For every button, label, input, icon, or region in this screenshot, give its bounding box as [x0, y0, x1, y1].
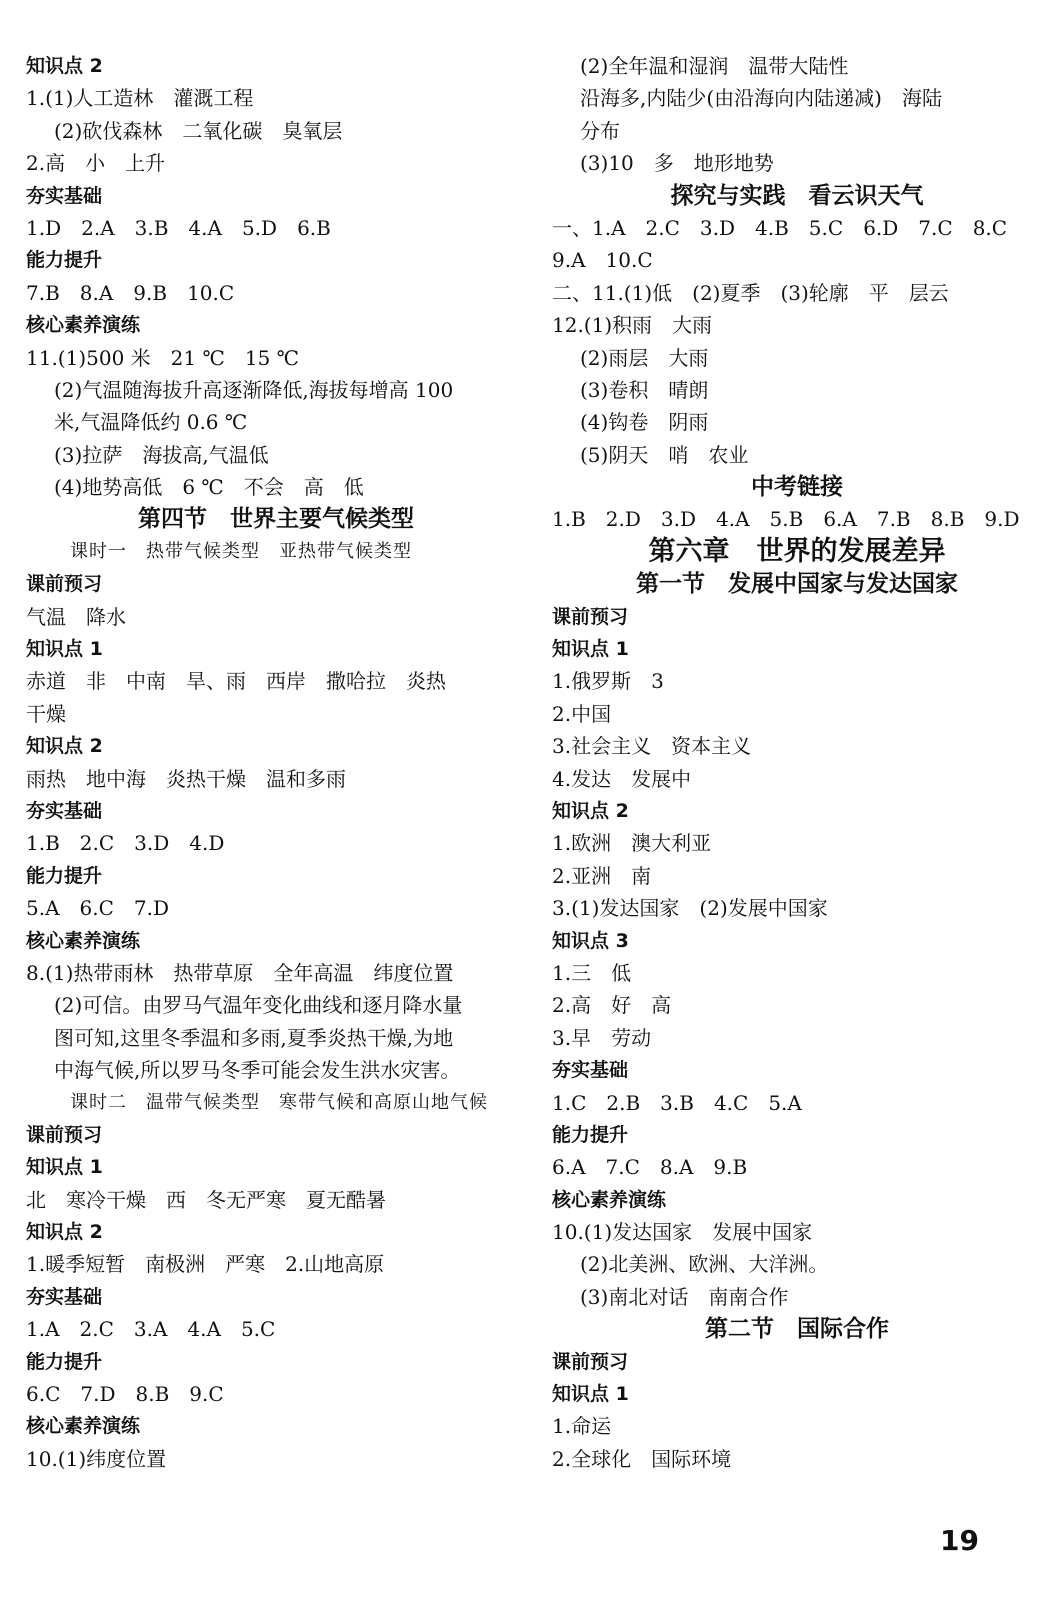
answer-line: 3.早 劳动 — [552, 1025, 652, 1050]
section-heading: 能力提升 — [26, 864, 103, 887]
answer-line: 8.(1)热带雨林 热带草原 全年高温 纬度位置 — [26, 960, 454, 985]
section-title: 探究与实践 看云识天气 — [670, 182, 924, 209]
answer-line: 米,气温降低约 0.6 ℃ — [54, 410, 248, 435]
section-title: 第一节 发展中国家与发达国家 — [636, 571, 958, 598]
answer-line: 沿海多,内陆少(由沿海向内陆递减) 海陆 — [580, 86, 942, 111]
section-heading: 夯实基础 — [552, 1059, 629, 1082]
section-heading: 知识点 2 — [26, 735, 103, 758]
section-heading: 能力提升 — [26, 249, 103, 272]
answer-line: 1.欧洲 澳大利亚 — [552, 831, 712, 856]
answer-line: (3)卷积 晴朗 — [580, 377, 709, 402]
answer-line: 2.中国 — [552, 701, 612, 726]
answer-line: 1.C 2.B 3.B 4.C 5.A — [552, 1090, 802, 1115]
right-column — [552, 50, 1042, 1475]
answer-line: (2)气温随海拔升高逐渐降低,海拔每增高 100 — [54, 377, 454, 402]
answer-line: (2)可信。由罗马气温年变化曲线和逐月降水量 — [54, 993, 463, 1018]
lesson-title: 课时一 热带气候类型 亚热带气候类型 — [70, 540, 412, 562]
answer-line: 2.全球化 国际环境 — [552, 1446, 732, 1471]
section-heading: 课前预习 — [552, 1350, 629, 1373]
answer-line: (3)10 多 地形地势 — [580, 151, 774, 176]
answer-line: 1.B 2.D 3.D 4.A 5.B 6.A 7.B 8.B 9.D — [552, 507, 1020, 532]
answer-line: 北 寒冷干燥 西 冬无严寒 夏无酷暑 — [26, 1187, 386, 1212]
section-heading: 课前预习 — [26, 1123, 103, 1146]
answer-line: 雨热 地中海 炎热干燥 温和多雨 — [26, 766, 346, 791]
chapter-title: 第六章 世界的发展差异 — [648, 535, 946, 567]
answer-line: (2)砍伐森林 二氧化碳 臭氧层 — [54, 118, 343, 143]
answer-line: 2.高 小 上升 — [26, 151, 166, 176]
section-heading: 知识点 2 — [26, 55, 103, 77]
section-heading: 知识点 3 — [552, 929, 629, 952]
answer-line: 1.命运 — [552, 1414, 612, 1439]
answer-line: (5)阴天 哨 农业 — [580, 442, 749, 467]
answer-line: 1.B 2.C 3.D 4.D — [26, 831, 225, 856]
answer-line: 3.社会主义 资本主义 — [552, 734, 752, 759]
section-heading: 知识点 2 — [552, 799, 629, 822]
answer-line: 赤道 非 中南 旱、雨 西岸 撒哈拉 炎热 — [26, 669, 446, 694]
answer-line: (3)拉萨 海拔高,气温低 — [54, 442, 269, 467]
answer-line: 1.俄罗斯 3 — [552, 669, 664, 694]
answer-line: (4)钩卷 阴雨 — [580, 410, 709, 435]
answer-line: 二、11.(1)低 (2)夏季 (3)轮廓 平 层云 — [552, 280, 949, 305]
section-title: 中考链接 — [751, 474, 843, 501]
answer-line: 中海气候,所以罗马冬季可能会发生洪水灾害。 — [54, 1058, 461, 1083]
section-heading: 夯实基础 — [26, 184, 103, 207]
answer-line: (3)南北对话 南南合作 — [580, 1284, 789, 1309]
answer-line: 11.(1)500 米 21 ℃ 15 ℃ — [26, 345, 300, 370]
answer-line: 气温 降水 — [26, 604, 126, 629]
section-heading: 能力提升 — [552, 1123, 629, 1146]
answer-line: 10.(1)发达国家 发展中国家 — [552, 1220, 813, 1245]
section-heading: 夯实基础 — [26, 1285, 103, 1308]
section-heading: 课前预习 — [26, 573, 103, 596]
page-number: 19 — [940, 1524, 979, 1557]
lesson-title: 课时二 温带气候类型 寒带气候和高原山地气候 — [70, 1091, 488, 1113]
answer-line: 2.亚洲 南 — [552, 863, 652, 888]
section-heading: 知识点 2 — [26, 1221, 103, 1244]
section-heading: 知识点 1 — [552, 1383, 629, 1406]
answer-line: 图可知,这里冬季温和多雨,夏季炎热干燥,为地 — [54, 1025, 454, 1050]
answer-line: 10.(1)纬度位置 — [26, 1446, 167, 1471]
answer-line: 2.高 好 高 — [552, 993, 672, 1018]
section-heading: 知识点 1 — [26, 1156, 103, 1179]
section-heading: 知识点 1 — [26, 638, 103, 661]
answer-line: 6.A 7.C 8.A 9.B — [552, 1155, 748, 1180]
section-heading: 课前预习 — [552, 605, 629, 628]
answer-line: 1.暖季短暂 南极洲 严寒 2.山地高原 — [26, 1252, 385, 1277]
left-column — [26, 50, 526, 1475]
answer-line: (2)全年温和湿润 温带大陆性 — [580, 54, 849, 78]
answer-line: 5.A 6.C 7.D — [26, 896, 170, 921]
answer-line: 3.(1)发达国家 (2)发展中国家 — [552, 896, 828, 921]
section-heading: 能力提升 — [26, 1350, 103, 1373]
section-title: 第四节 世界主要气候类型 — [138, 506, 414, 533]
section-heading: 夯实基础 — [26, 799, 103, 822]
answer-line: (2)雨层 大雨 — [580, 345, 709, 370]
answer-line: 4.发达 发展中 — [552, 766, 692, 791]
section-heading: 知识点 1 — [552, 638, 629, 661]
answer-line: 干燥 — [26, 701, 66, 726]
answer-line: 1.(1)人工造林 灌溉工程 — [26, 86, 254, 111]
answer-line: 1.D 2.A 3.B 4.A 5.D 6.B — [26, 215, 331, 240]
section-heading: 核心素养演练 — [26, 314, 141, 337]
answer-line: 一、1.A 2.C 3.D 4.B 5.C 6.D 7.C 8.C — [552, 215, 1008, 240]
answer-line: 1.A 2.C 3.A 4.A 5.C — [26, 1317, 276, 1342]
section-title: 第二节 国际合作 — [705, 1316, 889, 1343]
answer-line: 7.B 8.A 9.B 10.C — [26, 280, 235, 305]
section-heading: 核心素养演练 — [26, 1415, 141, 1438]
answer-line: 12.(1)积雨 大雨 — [552, 313, 713, 338]
section-heading: 核心素养演练 — [26, 929, 141, 952]
answer-line: (4)地势高低 6 ℃ 不会 高 低 — [54, 475, 364, 500]
answer-line: 1.三 低 — [552, 960, 632, 985]
answer-line: 9.A 10.C — [552, 248, 653, 273]
section-heading: 核心素养演练 — [552, 1188, 667, 1211]
answer-line: 6.C 7.D 8.B 9.C — [26, 1382, 224, 1407]
answer-line: 分布 — [580, 118, 620, 143]
answer-line: (2)北美洲、欧洲、大洋洲。 — [580, 1252, 829, 1277]
